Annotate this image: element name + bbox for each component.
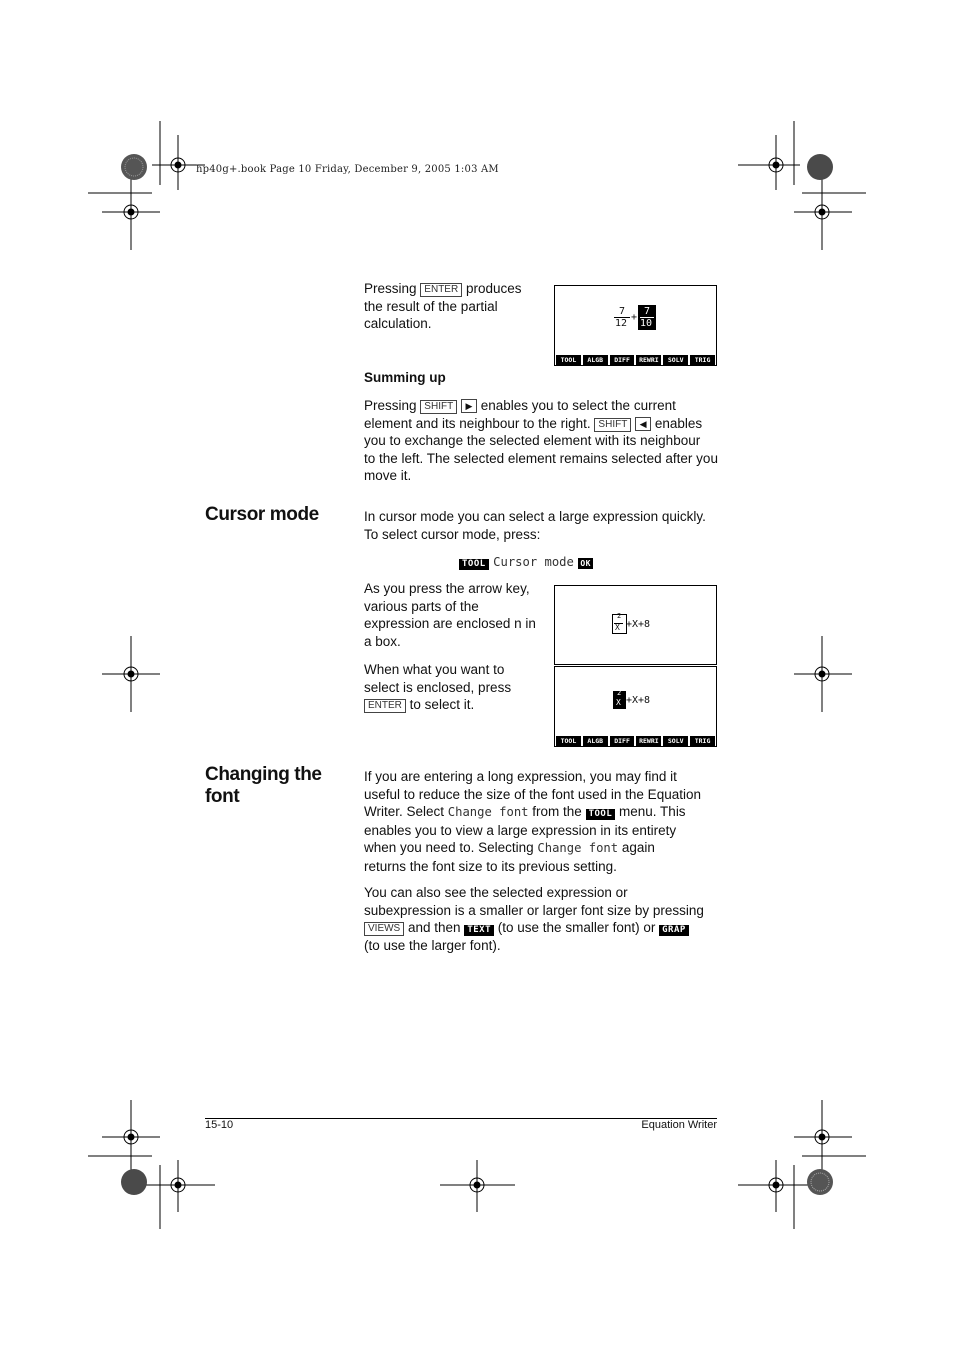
shift-key: SHIFT: [420, 400, 457, 414]
menu-diff[interactable]: DIFF: [610, 355, 635, 365]
views-key: VIEWS: [364, 922, 404, 936]
footer-rule: [205, 1118, 717, 1119]
enter-key: ENTER: [420, 283, 462, 297]
calculator-screen-selected: 2 X +X+8 TOOL ALGB DIFF REWRI SOLV TRIG: [554, 666, 717, 747]
cursor-mode-keystrokes: [459, 553, 593, 571]
softkey-menu-bar: [555, 355, 716, 365]
enter-key: ENTER: [364, 699, 406, 713]
menu-solv[interactable]: SOLV: [663, 355, 688, 365]
cursor-mode-heading: Cursor mode: [205, 504, 319, 525]
changing-font-paragraph-2: You can also see the selected expression or subexpression is a smaller or larger font size by pressing VIEWS and then TEXT (to use the smaller font) or GRAP (to use the larger font).: [364, 885, 704, 953]
menu-algb[interactable]: ALGB: [583, 355, 608, 365]
menu-algb[interactable]: ALGB: [583, 736, 608, 746]
ok-softkey: OK: [580, 559, 591, 568]
slug-line: hp40g+.book Page 10 Friday, December 9, 2005 1:03 AM: [196, 164, 499, 175]
cursor-mode-intro: In cursor mode you can select a large expression quickly. To select cursor mode, press:: [364, 509, 706, 542]
cursor-mode-command: Cursor mode: [493, 555, 574, 569]
summing-up-heading: Summing up: [364, 370, 446, 385]
menu-rewri[interactable]: REWRI: [636, 355, 661, 365]
menu-trig[interactable]: TRIG: [690, 355, 715, 365]
expression-text: +X+8: [626, 695, 651, 706]
menu-tool[interactable]: TOOL: [556, 355, 581, 365]
shift-key: SHIFT: [594, 418, 631, 432]
right-arrow-key: ▶: [461, 399, 477, 413]
menu-rewri[interactable]: REWRI: [636, 736, 661, 746]
cursor-mode-paragraph-arrow: As you press the arrow key, various parts of the expression are enclosed n in a box.: [364, 581, 536, 649]
expression-text: +X+8: [626, 619, 651, 630]
changing-font-heading: Changing the font: [205, 764, 322, 807]
calculator-screen-result: 7 12 + 7 10 TOOL ALGB DIFF REWRI SOLV TRIG: [554, 285, 717, 366]
tool-softkey: TOOL: [459, 559, 489, 570]
intro-paragraph: Pressing ENTER produces the result of the partial calculation.: [364, 281, 522, 332]
change-font-command: Change font: [537, 841, 619, 856]
calculator-screen-cursor-box: 2 X +X+8: [554, 585, 717, 665]
menu-tool[interactable]: TOOL: [556, 736, 581, 746]
menu-solv[interactable]: SOLV: [663, 736, 688, 746]
tool-softkey: TOOL: [586, 809, 616, 820]
cursor-mode-paragraph-enter: When what you want to select is enclosed, press ENTER to select it.: [364, 662, 512, 713]
change-font-command: Change font: [447, 805, 529, 820]
left-arrow-key: ◀: [635, 417, 651, 431]
softkey-menu-bar: [555, 736, 716, 746]
chapter-title: Equation Writer: [641, 1119, 717, 1131]
menu-trig[interactable]: TRIG: [690, 736, 715, 746]
text-softkey: TEXT: [464, 925, 494, 936]
grap-softkey: GRAP: [659, 925, 689, 936]
page-number: 15-10: [205, 1119, 234, 1131]
menu-diff[interactable]: DIFF: [610, 736, 635, 746]
summing-up-paragraph: Pressing SHIFT ▶ enables you to select the current element and its neighbour to the right. SHIFT ◀ enables you to exchange the selected element with its neighbour to the left. The selected element remains selected after you move it.: [364, 398, 718, 484]
changing-font-paragraph-1: If you are entering a long expression, you may find it useful to reduce the size of the font used in the Equation Writer. Select Change font from the TOOL menu. This enables you to view a large expression in its entirety when you need to. Selecting Change font again returns the font size to its previous setting.: [364, 769, 701, 874]
